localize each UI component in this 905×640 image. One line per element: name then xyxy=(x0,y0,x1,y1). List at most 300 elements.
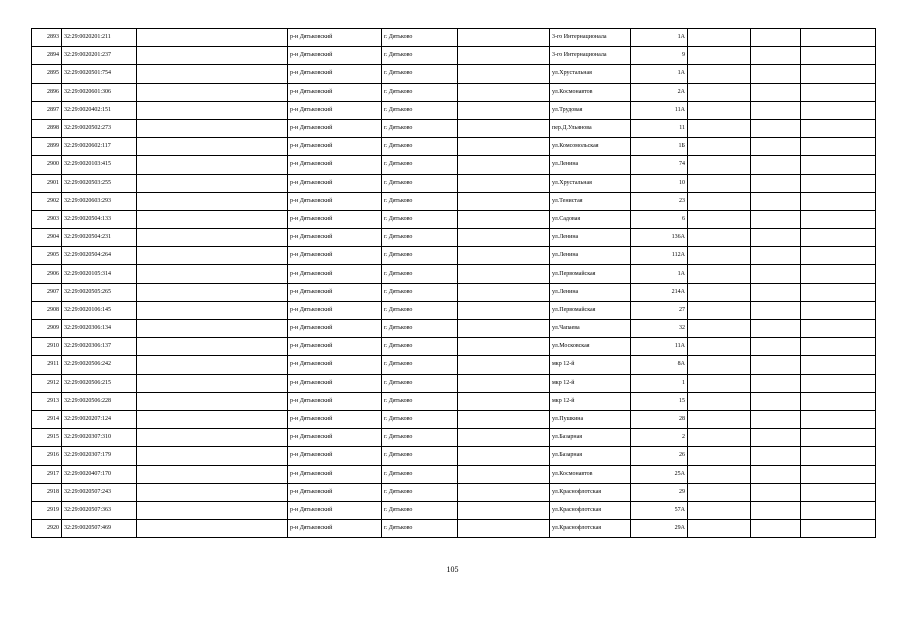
district-cell: р-н Дятьковский xyxy=(288,338,382,356)
row-number-cell: 2902 xyxy=(32,192,62,210)
empty-cell xyxy=(137,520,288,538)
table-row xyxy=(32,156,876,174)
cadastral-number-cell: 32:29:0020506:228 xyxy=(62,392,137,410)
empty-cell xyxy=(688,138,751,156)
empty-cell xyxy=(688,210,751,228)
street-cell: пер.Д.Ульянова xyxy=(550,119,631,137)
city-cell: г. Дятьково xyxy=(382,229,458,247)
table-row xyxy=(32,210,876,228)
empty-cell xyxy=(751,83,801,101)
empty-cell xyxy=(688,501,751,519)
district-cell: р-н Дятьковский xyxy=(288,374,382,392)
city-cell: г. Дятьково xyxy=(382,47,458,65)
empty-cell xyxy=(137,247,288,265)
empty-cell xyxy=(137,47,288,65)
district-cell: р-н Дятьковский xyxy=(288,429,382,447)
empty-cell xyxy=(751,410,801,428)
empty-cell xyxy=(688,301,751,319)
street-cell: ул.Ленина xyxy=(550,283,631,301)
cadastral-number-cell: 32:29:0020307:179 xyxy=(62,447,137,465)
row-number-cell: 2901 xyxy=(32,174,62,192)
empty-cell xyxy=(801,210,876,228)
city-cell: г. Дятьково xyxy=(382,338,458,356)
empty-cell xyxy=(688,483,751,501)
city-cell: г. Дятьково xyxy=(382,65,458,83)
street-cell: ул.Комсомольская xyxy=(550,138,631,156)
row-number-cell: 2914 xyxy=(32,410,62,428)
street-cell: ул.Космонавтов xyxy=(550,465,631,483)
house-number-cell: 2 xyxy=(631,429,688,447)
empty-cell xyxy=(137,301,288,319)
empty-cell xyxy=(137,338,288,356)
table-row xyxy=(32,229,876,247)
house-number-cell: 1 xyxy=(631,374,688,392)
empty-cell xyxy=(688,47,751,65)
empty-cell xyxy=(137,320,288,338)
empty-cell xyxy=(751,429,801,447)
house-number-cell: 1Б xyxy=(631,138,688,156)
table-row xyxy=(32,138,876,156)
house-number-cell: 11 xyxy=(631,119,688,137)
empty-cell xyxy=(137,392,288,410)
cadastral-number-cell: 32:29:0020501:754 xyxy=(62,65,137,83)
street-cell: мкр 12-й xyxy=(550,392,631,410)
empty-cell xyxy=(751,247,801,265)
empty-cell xyxy=(137,156,288,174)
empty-cell xyxy=(801,429,876,447)
table-row xyxy=(32,483,876,501)
empty-cell xyxy=(458,283,550,301)
empty-cell xyxy=(751,374,801,392)
table-row xyxy=(32,29,876,47)
district-cell: р-н Дятьковский xyxy=(288,520,382,538)
empty-cell xyxy=(688,520,751,538)
empty-cell xyxy=(751,29,801,47)
empty-cell xyxy=(801,229,876,247)
empty-cell xyxy=(751,47,801,65)
empty-cell xyxy=(801,119,876,137)
table-body xyxy=(32,29,876,538)
table-row xyxy=(32,119,876,137)
empty-cell xyxy=(751,119,801,137)
street-cell: ул.Базарная xyxy=(550,447,631,465)
cadastral-number-cell: 32:29:0020306:134 xyxy=(62,320,137,338)
empty-cell xyxy=(458,192,550,210)
table-row xyxy=(32,320,876,338)
cadastral-number-cell: 32:29:0020506:215 xyxy=(62,374,137,392)
cadastral-number-cell: 32:29:0020103:415 xyxy=(62,156,137,174)
house-number-cell: 1А xyxy=(631,265,688,283)
district-cell: р-н Дятьковский xyxy=(288,392,382,410)
empty-cell xyxy=(801,265,876,283)
empty-cell xyxy=(751,501,801,519)
house-number-cell: 214А xyxy=(631,283,688,301)
empty-cell xyxy=(751,447,801,465)
empty-cell xyxy=(137,138,288,156)
table-row xyxy=(32,520,876,538)
row-number-cell: 2912 xyxy=(32,374,62,392)
empty-cell xyxy=(458,138,550,156)
city-cell: г. Дятьково xyxy=(382,301,458,319)
empty-cell xyxy=(801,138,876,156)
table-row xyxy=(32,83,876,101)
empty-cell xyxy=(137,410,288,428)
empty-cell xyxy=(801,247,876,265)
city-cell: г. Дятьково xyxy=(382,265,458,283)
row-number-cell: 2897 xyxy=(32,101,62,119)
cadastral-number-cell: 32:29:0020106:145 xyxy=(62,301,137,319)
empty-cell xyxy=(751,265,801,283)
empty-cell xyxy=(751,483,801,501)
empty-cell xyxy=(751,465,801,483)
empty-cell xyxy=(801,192,876,210)
empty-cell xyxy=(137,229,288,247)
table-row xyxy=(32,283,876,301)
cadastral-number-cell: 32:29:0020602:117 xyxy=(62,138,137,156)
cadastral-number-cell: 32:29:0020407:170 xyxy=(62,465,137,483)
city-cell: г. Дятьково xyxy=(382,156,458,174)
district-cell: р-н Дятьковский xyxy=(288,192,382,210)
empty-cell xyxy=(751,229,801,247)
district-cell: р-н Дятьковский xyxy=(288,174,382,192)
page-number: 105 xyxy=(446,565,459,574)
city-cell: г. Дятьково xyxy=(382,29,458,47)
table-row xyxy=(32,47,876,65)
empty-cell xyxy=(751,283,801,301)
cadastral-number-cell: 32:29:0020307:310 xyxy=(62,429,137,447)
street-cell: ул.Космонавтов xyxy=(550,83,631,101)
empty-cell xyxy=(458,83,550,101)
district-cell: р-н Дятьковский xyxy=(288,101,382,119)
street-cell: ул.Хрустальная xyxy=(550,65,631,83)
empty-cell xyxy=(688,29,751,47)
cadastral-number-cell: 32:29:0020504:133 xyxy=(62,210,137,228)
house-number-cell: 25А xyxy=(631,465,688,483)
street-cell: ул.Московская xyxy=(550,338,631,356)
empty-cell xyxy=(688,283,751,301)
row-number-cell: 2904 xyxy=(32,229,62,247)
empty-cell xyxy=(688,447,751,465)
empty-cell xyxy=(801,483,876,501)
empty-cell xyxy=(801,283,876,301)
district-cell: р-н Дятьковский xyxy=(288,156,382,174)
city-cell: г. Дятьково xyxy=(382,374,458,392)
empty-cell xyxy=(801,447,876,465)
empty-cell xyxy=(751,138,801,156)
table-row xyxy=(32,429,876,447)
cadastral-number-cell: 32:29:0020502:273 xyxy=(62,119,137,137)
row-number-cell: 2916 xyxy=(32,447,62,465)
table-row xyxy=(32,247,876,265)
empty-cell xyxy=(688,247,751,265)
city-cell: г. Дятьково xyxy=(382,138,458,156)
cadastral-number-cell: 32:29:0020504:264 xyxy=(62,247,137,265)
city-cell: г. Дятьково xyxy=(382,465,458,483)
district-cell: р-н Дятьковский xyxy=(288,119,382,137)
empty-cell xyxy=(751,520,801,538)
street-cell: ул.Краснофлотская xyxy=(550,501,631,519)
table-row xyxy=(32,192,876,210)
house-number-cell: 26 xyxy=(631,447,688,465)
street-cell: ул.Базарная xyxy=(550,429,631,447)
table-row xyxy=(32,410,876,428)
empty-cell xyxy=(688,174,751,192)
district-cell: р-н Дятьковский xyxy=(288,265,382,283)
empty-cell xyxy=(458,338,550,356)
district-cell: р-н Дятьковский xyxy=(288,138,382,156)
empty-cell xyxy=(688,465,751,483)
city-cell: г. Дятьково xyxy=(382,210,458,228)
empty-cell xyxy=(801,320,876,338)
empty-cell xyxy=(688,410,751,428)
empty-cell xyxy=(137,210,288,228)
cadastral-number-cell: 32:29:0020505:265 xyxy=(62,283,137,301)
city-cell: г. Дятьково xyxy=(382,174,458,192)
district-cell: р-н Дятьковский xyxy=(288,356,382,374)
house-number-cell: 11А xyxy=(631,101,688,119)
row-number-cell: 2896 xyxy=(32,83,62,101)
house-number-cell: 8А xyxy=(631,356,688,374)
empty-cell xyxy=(751,320,801,338)
empty-cell xyxy=(137,447,288,465)
street-cell: 3-го Интернационала xyxy=(550,29,631,47)
empty-cell xyxy=(137,356,288,374)
city-cell: г. Дятьково xyxy=(382,247,458,265)
city-cell: г. Дятьково xyxy=(382,392,458,410)
empty-cell xyxy=(458,174,550,192)
empty-cell xyxy=(688,156,751,174)
row-number-cell: 2900 xyxy=(32,156,62,174)
cadastral-number-cell: 32:29:0020402:151 xyxy=(62,101,137,119)
row-number-cell: 2903 xyxy=(32,210,62,228)
table-row xyxy=(32,101,876,119)
house-number-cell: 112А xyxy=(631,247,688,265)
empty-cell xyxy=(801,101,876,119)
empty-cell xyxy=(688,83,751,101)
cadastral-number-cell: 32:29:0020306:137 xyxy=(62,338,137,356)
city-cell: г. Дятьково xyxy=(382,356,458,374)
empty-cell xyxy=(137,192,288,210)
district-cell: р-н Дятьковский xyxy=(288,65,382,83)
table-row xyxy=(32,447,876,465)
empty-cell xyxy=(801,65,876,83)
empty-cell xyxy=(751,210,801,228)
district-cell: р-н Дятьковский xyxy=(288,483,382,501)
street-cell: ул.Пушкина xyxy=(550,410,631,428)
empty-cell xyxy=(688,65,751,83)
empty-cell xyxy=(688,392,751,410)
row-number-cell: 2894 xyxy=(32,47,62,65)
cadastral-number-cell: 32:29:0020603:293 xyxy=(62,192,137,210)
empty-cell xyxy=(751,338,801,356)
house-number-cell: 2А xyxy=(631,83,688,101)
table-row xyxy=(32,392,876,410)
empty-cell xyxy=(137,83,288,101)
cadastral-number-cell: 32:29:0020506:242 xyxy=(62,356,137,374)
empty-cell xyxy=(458,301,550,319)
empty-cell xyxy=(137,29,288,47)
street-cell: ул.Краснофлотская xyxy=(550,483,631,501)
empty-cell xyxy=(801,301,876,319)
house-number-cell: 29А xyxy=(631,520,688,538)
empty-cell xyxy=(688,429,751,447)
street-cell: ул.Ленина xyxy=(550,247,631,265)
cadastral-number-cell: 32:29:0020601:306 xyxy=(62,83,137,101)
house-number-cell: 32 xyxy=(631,320,688,338)
cadastral-number-cell: 32:29:0020507:469 xyxy=(62,520,137,538)
cadastral-number-cell: 32:29:0020207:124 xyxy=(62,410,137,428)
table-row xyxy=(32,174,876,192)
table-row xyxy=(32,356,876,374)
house-number-cell: 15 xyxy=(631,392,688,410)
district-cell: р-н Дятьковский xyxy=(288,283,382,301)
house-number-cell: 9 xyxy=(631,47,688,65)
row-number-cell: 2899 xyxy=(32,138,62,156)
table-row xyxy=(32,265,876,283)
house-number-cell: 29 xyxy=(631,483,688,501)
house-number-cell: 1А xyxy=(631,65,688,83)
district-cell: р-н Дятьковский xyxy=(288,210,382,228)
cadastral-number-cell: 32:29:0020105:314 xyxy=(62,265,137,283)
empty-cell xyxy=(458,483,550,501)
empty-cell xyxy=(688,374,751,392)
row-number-cell: 2919 xyxy=(32,501,62,519)
city-cell: г. Дятьково xyxy=(382,410,458,428)
district-cell: р-н Дятьковский xyxy=(288,465,382,483)
street-cell: ул.Краснофлотская xyxy=(550,520,631,538)
city-cell: г. Дятьково xyxy=(382,83,458,101)
empty-cell xyxy=(801,520,876,538)
empty-cell xyxy=(137,483,288,501)
empty-cell xyxy=(458,320,550,338)
empty-cell xyxy=(801,356,876,374)
row-number-cell: 2906 xyxy=(32,265,62,283)
empty-cell xyxy=(458,465,550,483)
empty-cell xyxy=(801,47,876,65)
district-cell: р-н Дятьковский xyxy=(288,29,382,47)
empty-cell xyxy=(458,156,550,174)
cadastral-number-cell: 32:29:0020201:211 xyxy=(62,29,137,47)
district-cell: р-н Дятьковский xyxy=(288,229,382,247)
city-cell: г. Дятьково xyxy=(382,429,458,447)
row-number-cell: 2918 xyxy=(32,483,62,501)
empty-cell xyxy=(458,119,550,137)
empty-cell xyxy=(137,265,288,283)
empty-cell xyxy=(458,520,550,538)
empty-cell xyxy=(801,374,876,392)
district-cell: р-н Дятьковский xyxy=(288,320,382,338)
empty-cell xyxy=(751,174,801,192)
district-cell: р-н Дятьковский xyxy=(288,301,382,319)
street-cell: ул.Ленина xyxy=(550,229,631,247)
empty-cell xyxy=(751,301,801,319)
empty-cell xyxy=(458,374,550,392)
empty-cell xyxy=(137,465,288,483)
city-cell: г. Дятьково xyxy=(382,483,458,501)
empty-cell xyxy=(458,447,550,465)
row-number-cell: 2910 xyxy=(32,338,62,356)
table-row xyxy=(32,65,876,83)
row-number-cell: 2905 xyxy=(32,247,62,265)
empty-cell xyxy=(458,29,550,47)
house-number-cell: 27 xyxy=(631,301,688,319)
empty-cell xyxy=(751,356,801,374)
empty-cell xyxy=(137,119,288,137)
district-cell: р-н Дятьковский xyxy=(288,83,382,101)
house-number-cell: 10 xyxy=(631,174,688,192)
empty-cell xyxy=(751,392,801,410)
empty-cell xyxy=(801,83,876,101)
records-table xyxy=(31,28,876,538)
row-number-cell: 2913 xyxy=(32,392,62,410)
empty-cell xyxy=(137,501,288,519)
district-cell: р-н Дятьковский xyxy=(288,410,382,428)
street-cell: ул.Первомайская xyxy=(550,301,631,319)
street-cell: ул.Садовая xyxy=(550,210,631,228)
house-number-cell: 74 xyxy=(631,156,688,174)
empty-cell xyxy=(458,47,550,65)
empty-cell xyxy=(458,210,550,228)
empty-cell xyxy=(688,265,751,283)
city-cell: г. Дятьково xyxy=(382,320,458,338)
empty-cell xyxy=(137,374,288,392)
table-row xyxy=(32,338,876,356)
city-cell: г. Дятьково xyxy=(382,447,458,465)
empty-cell xyxy=(801,174,876,192)
table-row xyxy=(32,301,876,319)
district-cell: р-н Дятьковский xyxy=(288,501,382,519)
empty-cell xyxy=(751,101,801,119)
cadastral-number-cell: 32:29:0020201:237 xyxy=(62,47,137,65)
empty-cell xyxy=(751,192,801,210)
street-cell: ул.Чапаева xyxy=(550,320,631,338)
empty-cell xyxy=(751,65,801,83)
empty-cell xyxy=(458,229,550,247)
cadastral-number-cell: 32:29:0020503:255 xyxy=(62,174,137,192)
empty-cell xyxy=(801,29,876,47)
cadastral-number-cell: 32:29:0020507:363 xyxy=(62,501,137,519)
empty-cell xyxy=(458,101,550,119)
empty-cell xyxy=(458,356,550,374)
empty-cell xyxy=(751,156,801,174)
district-cell: р-н Дятьковский xyxy=(288,247,382,265)
table-row xyxy=(32,374,876,392)
empty-cell xyxy=(688,119,751,137)
empty-cell xyxy=(688,338,751,356)
street-cell: мкр 12-й xyxy=(550,374,631,392)
house-number-cell: 57А xyxy=(631,501,688,519)
row-number-cell: 2920 xyxy=(32,520,62,538)
empty-cell xyxy=(801,338,876,356)
row-number-cell: 2917 xyxy=(32,465,62,483)
street-cell: 3-го Интернационала xyxy=(550,47,631,65)
row-number-cell: 2898 xyxy=(32,119,62,137)
row-number-cell: 2893 xyxy=(32,29,62,47)
table-row xyxy=(32,501,876,519)
house-number-cell: 1А xyxy=(631,29,688,47)
house-number-cell: 28 xyxy=(631,410,688,428)
city-cell: г. Дятьково xyxy=(382,520,458,538)
empty-cell xyxy=(688,229,751,247)
empty-cell xyxy=(458,265,550,283)
city-cell: г. Дятьково xyxy=(382,119,458,137)
city-cell: г. Дятьково xyxy=(382,283,458,301)
table-row xyxy=(32,465,876,483)
empty-cell xyxy=(137,65,288,83)
empty-cell xyxy=(137,429,288,447)
empty-cell xyxy=(458,392,550,410)
city-cell: г. Дятьково xyxy=(382,501,458,519)
